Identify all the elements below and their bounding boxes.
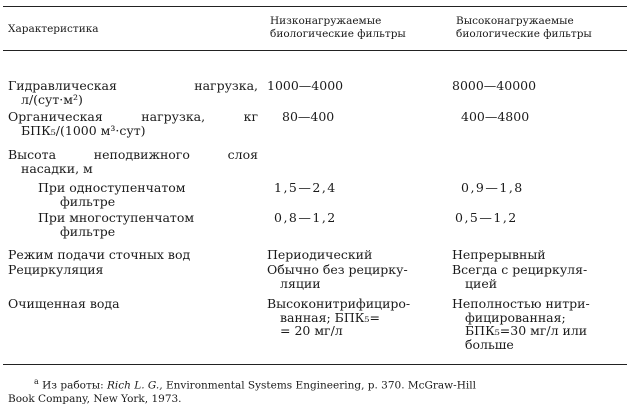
row-feed-mode-high: Непрерывный [452, 247, 546, 262]
header-high-rate [456, 15, 592, 41]
row-feed-mode-low: Периодический [267, 247, 373, 262]
row-multi-stage-low: 0,8—1,2 [274, 210, 337, 225]
row-recirculation-low [267, 263, 408, 290]
row-organic-label-line2: БПК₅/(1000 м³·сут) [21, 122, 146, 138]
table-bottom-rule [3, 364, 627, 365]
row-height-label-line2: насадки, м [21, 160, 93, 176]
row-single-stage-low: 1,5—2,4 [274, 180, 337, 195]
row-multi-stage-label [38, 211, 194, 238]
row-organic-label [8, 110, 258, 137]
row-effluent-low-line1: Высоконитрифициро- [267, 296, 411, 311]
row-hydraulic-low: 1000—4000 [267, 78, 344, 93]
row-effluent-high-line1: Неполностью нитри- [452, 296, 590, 311]
row-recirculation-high-line1: Всегда с рециркуля- [452, 262, 588, 277]
row-effluent-label: Очищенная вода [8, 296, 120, 311]
row-multi-stage-label-line2: фильтре [60, 223, 116, 239]
table-top-rule [3, 6, 627, 7]
row-organic-label-line1: Органическая нагрузка, кг [8, 109, 258, 124]
row-recirculation-high [452, 263, 587, 290]
row-recirculation-high-line2: цией [465, 275, 498, 291]
row-single-stage-label-line1: При одноступенчатом [38, 180, 186, 195]
row-multi-stage-label-line1: При многоступенчатом [38, 210, 195, 225]
row-single-stage-label-line2: фильтре [60, 193, 116, 209]
header-low-rate-line2: биологические фильтры [270, 28, 406, 40]
row-height-label-line1: Высота неподвижного слоя [8, 147, 258, 162]
row-organic-high: 400—4800 [461, 109, 530, 124]
row-organic-low: 80—400 [282, 109, 335, 124]
row-single-stage-high: 0,9—1,8 [461, 180, 524, 195]
row-effluent-high-line2: фицированная; [465, 309, 566, 325]
footnote-marker: а [34, 377, 39, 386]
row-effluent-high-line4: больше [465, 336, 514, 352]
row-effluent-low-line3: = 20 мг/л [280, 323, 343, 338]
row-single-stage-label [38, 181, 186, 208]
row-recirculation-low-line1: Обычно без рецирку- [267, 262, 408, 277]
table-header-rule [3, 50, 627, 51]
row-effluent-low [267, 297, 410, 338]
header-low-rate-line1: Низконагружаемые [270, 15, 382, 27]
row-hydraulic-high: 8000—40000 [452, 78, 537, 93]
header-high-rate-line1: Высоконагружаемые [456, 15, 574, 27]
header-characteristic: Характеристика [8, 23, 99, 35]
row-hydraulic-label-line1: Гидравлическая нагрузка, [8, 78, 258, 93]
row-effluent-low-line2: ванная; БПК₅= [280, 309, 380, 325]
header-high-rate-line2: биологические фильтры [456, 28, 592, 40]
footnote-source: Environmental Systems Engineering, p. 370. McGraw-Hill [165, 379, 476, 392]
row-recirculation-label: Рециркуляция [8, 262, 104, 277]
header-low-rate [270, 15, 406, 41]
footnote [8, 375, 628, 406]
row-effluent-high-line3: БПК₅=30 мг/л или [465, 323, 588, 338]
row-hydraulic-label [8, 79, 258, 106]
row-multi-stage-high: 0,5—1,2 [455, 210, 518, 225]
footnote-line1 [8, 375, 628, 393]
row-height-label [8, 148, 258, 175]
row-hydraulic-label-line2: л/(сут·м²) [21, 91, 83, 107]
row-feed-mode-label: Режим подачи сточных вод [8, 247, 191, 262]
row-effluent-high [452, 297, 590, 351]
footnote-author: Rich L. G., [107, 379, 163, 392]
footnote-line2: Book Company, New York, 1973. [8, 392, 182, 405]
footnote-prefix: Из работы: [42, 379, 104, 392]
row-recirculation-low-line2: ляции [280, 275, 321, 291]
